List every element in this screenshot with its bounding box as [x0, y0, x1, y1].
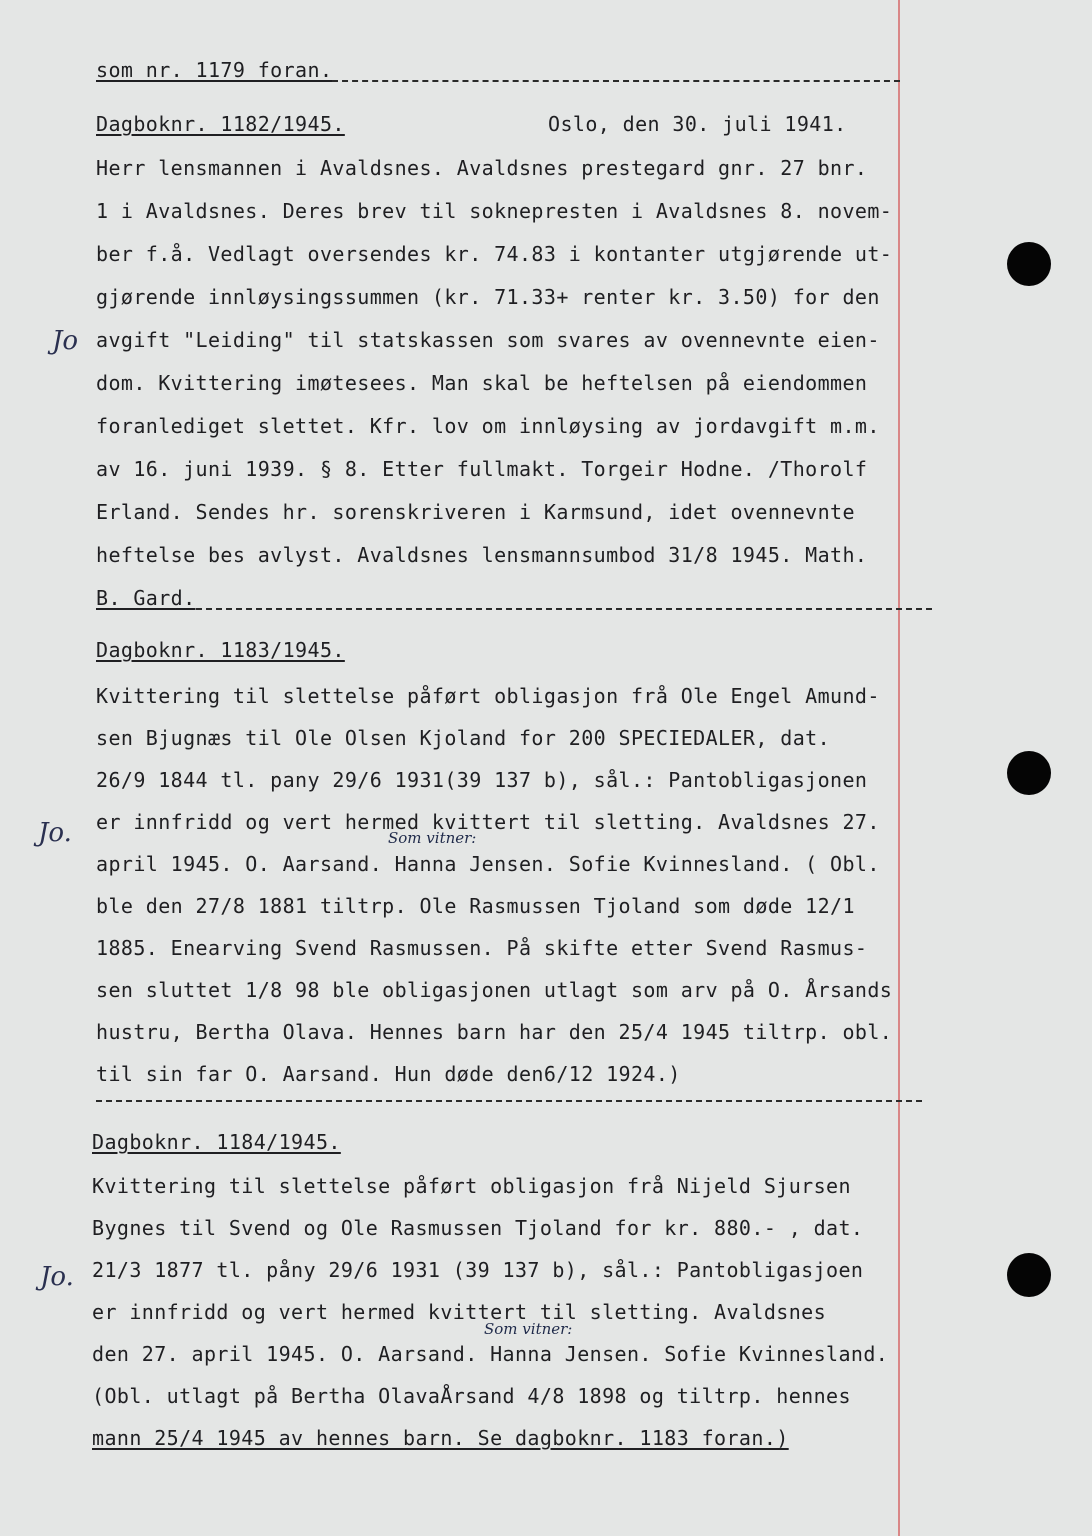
entry-text-line: Erland. Sendes hr. sorenskriveren i Karmsund, idet ovennevnte — [96, 500, 855, 524]
entry-text-line: sen sluttet 1/8 98 ble obligasjonen utlagt som arv på O. Årsands — [96, 978, 893, 1002]
punch-hole — [1007, 1253, 1051, 1297]
entry-heading: Dagboknr. 1183/1945. — [96, 638, 345, 662]
entry-text-line: avgift "Leiding" til statskassen som svares av ovennevnte eien- — [96, 328, 880, 352]
entry-text-line: dom. Kvittering imøtesees. Man skal be heftelsen på eiendommen — [96, 371, 868, 395]
entry-text-line: Kvittering til slettelse påført obligasjon frå Nijeld Sjursen — [92, 1174, 851, 1198]
entry-heading: Dagboknr. 1182/1945. — [96, 112, 345, 136]
margin-rule — [898, 0, 900, 1536]
entry-text-line: foranlediget slettet. Kfr. lov om innløysing av jordavgift m.m. — [96, 414, 880, 438]
entry-text-line: (Obl. utlagt på Bertha OlavaÅrsand 4/8 1898 og tiltrp. hennes — [92, 1384, 851, 1408]
entry-text-line: til sin far O. Aarsand. Hun døde den6/12 1924.) — [96, 1062, 681, 1086]
entry-text-line: gjørende innløysingssummen (kr. 71.33+ renter kr. 3.50) for den — [96, 285, 880, 309]
handwritten-insert: Som vitner: — [388, 829, 477, 847]
entry-text-line: hustru, Bertha Olava. Hennes barn har den 25/4 1945 tiltrp. obl. — [96, 1020, 893, 1044]
entry-text-line: heftelse bes avlyst. Avaldsnes lensmannsumbod 31/8 1945. Math. — [96, 543, 868, 567]
entry-text-line: 26/9 1844 tl. pany 29/6 1931(39 137 b), sål.: Pantobligasjonen — [96, 768, 868, 792]
entry-text-line: er innfridd og vert hermed kvittert til sletting. Avaldsnes 27. — [96, 810, 880, 834]
handwritten-insert: Som vitner: — [484, 1320, 573, 1338]
separator-line — [96, 1100, 922, 1102]
margin-mark: Jo. — [40, 1262, 74, 1292]
entry-text-line: 1885. Enearving Svend Rasmussen. På skifte etter Svend Rasmus- — [96, 936, 868, 960]
entry-text-line: av 16. juni 1939. § 8. Etter fullmakt. Torgeir Hodne. /Thorolf — [96, 457, 868, 481]
entry-text-line: 1 i Avaldsnes. Deres brev til soknepresten i Avaldsnes 8. novem- — [96, 199, 893, 223]
entry-text-line: er innfridd og vert hermed kvittert til sletting. Avaldsnes — [92, 1300, 827, 1324]
entry-text-line: ber f.å. Vedlagt oversendes kr. 74.83 i kontanter utgjørende ut- — [96, 242, 893, 266]
entry-text-line: den 27. april 1945. O. Aarsand. Hanna Jensen. Sofie Kvinnesland. — [92, 1342, 889, 1366]
entry-text-line: 21/3 1877 tl. påny 29/6 1931 (39 137 b), sål.: Pantobligasjoen — [92, 1258, 864, 1282]
entry-text-line: B. Gard. — [96, 586, 196, 610]
margin-mark: Jo — [52, 326, 79, 356]
entry-text-line: ble den 27/8 1881 tiltrp. Ole Rasmussen Tjoland som døde 12/1 — [96, 894, 855, 918]
entry-text-line: mann 25/4 1945 av hennes barn. Se dagboknr. 1183 foran.) — [92, 1426, 789, 1450]
entry-text-line: april 1945. O. Aarsand. Hanna Jensen. Sofie Kvinnesland. ( Obl. — [96, 852, 880, 876]
punch-hole — [1007, 751, 1051, 795]
entry-text-line: Kvittering til slettelse påført obligasjon frå Ole Engel Amund- — [96, 684, 880, 708]
separator-line — [332, 80, 900, 82]
header-line: som nr. 1179 foran. — [96, 58, 333, 82]
entry-text-line: Bygnes til Svend og Ole Rasmussen Tjoland for kr. 880.- , dat. — [92, 1216, 864, 1240]
margin-mark: Jo. — [38, 818, 72, 848]
entry-dateline: Oslo, den 30. juli 1941. — [548, 112, 847, 136]
entry-text-line: Herr lensmannen i Avaldsnes. Avaldsnes prestegard gnr. 27 bnr. — [96, 156, 868, 180]
entry-text-line: sen Bjugnæs til Ole Olsen Kjoland for 200 SPECIEDALER, dat. — [96, 726, 831, 750]
punch-hole — [1007, 242, 1051, 286]
entry-heading: Dagboknr. 1184/1945. — [92, 1130, 341, 1154]
separator-line — [196, 608, 932, 610]
